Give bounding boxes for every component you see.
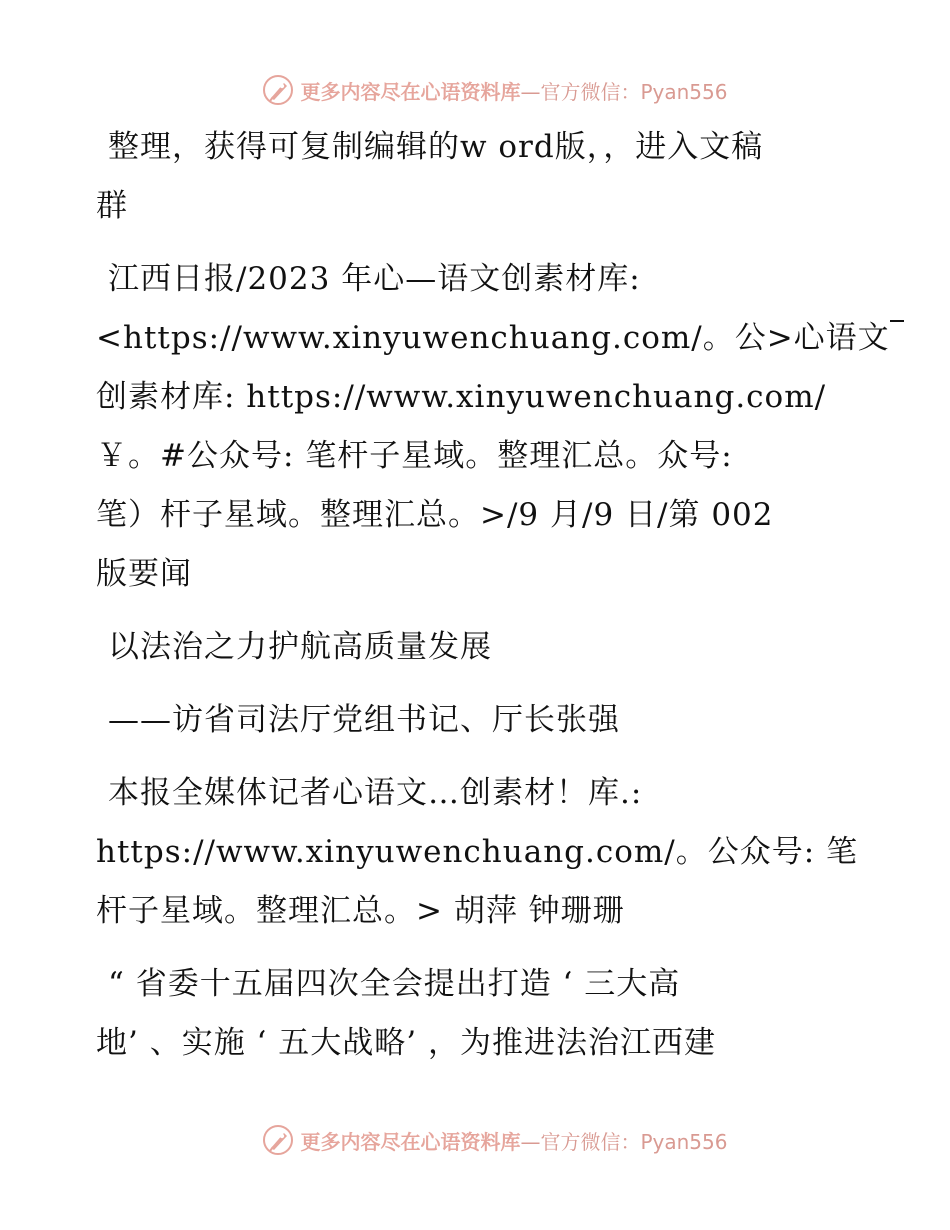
text-line: https://www.xinyuwenchuang.com/。公众号: 笔	[96, 834, 859, 870]
text-line: ￥。#公众号: 笔杆子星域。整理汇总。众号:	[96, 438, 733, 474]
paragraph-body	[96, 955, 856, 1073]
text-line: “ 省委十五届四次全会提出打造 ‘ 三大高	[108, 966, 681, 1002]
stray-overline-mark	[890, 324, 902, 348]
paragraph-intro	[96, 118, 856, 236]
text-line-with-mark: <https://www.xinyuwenchuang.com/。公>心语文	[96, 309, 856, 368]
watermark-text: 更多内容尽在心语资料库—官方微信：Pyan556	[300, 79, 728, 104]
text-line: 地’ 、实施 ‘ 五大战略’ ，为推进法治江西建	[96, 1025, 716, 1061]
quill-pen-logo-icon	[262, 1124, 294, 1156]
text-line: 创素材库: https://www.xinyuwenchuang.com/	[96, 379, 827, 415]
article-subtitle	[96, 691, 856, 750]
text-line: 本报全媒体记者心语文…创素材！库.:	[108, 775, 643, 811]
text-line: 版要闻	[96, 556, 192, 592]
text-line: 杆子星域。整理汇总。> 胡萍 钟珊珊	[96, 893, 625, 929]
title-line: 以法治之力护航高质量发展	[108, 629, 492, 665]
watermark-banner-top	[0, 70, 950, 110]
watermark-text: 更多内容尽在心语资料库—官方微信：Pyan556	[300, 1129, 728, 1154]
text-line: 江西日报/2023 年心—语文创素材库:	[108, 261, 641, 297]
article-title	[96, 618, 856, 677]
byline	[96, 764, 859, 941]
text-line: 整理，获得可复制编辑的w ord版，，进入文稿	[108, 129, 764, 165]
text-line: 笔）杆子星域。整理汇总。>/9 月/9 日/第 002	[96, 497, 774, 533]
paragraph-source	[96, 250, 890, 604]
text-line: 群	[96, 188, 128, 224]
quill-pen-logo-icon	[262, 74, 294, 106]
subtitle-line: ——访省司法厅党组书记、厅长张强	[108, 702, 620, 738]
watermark-banner-bottom	[0, 1120, 950, 1160]
document-body	[96, 118, 890, 1087]
